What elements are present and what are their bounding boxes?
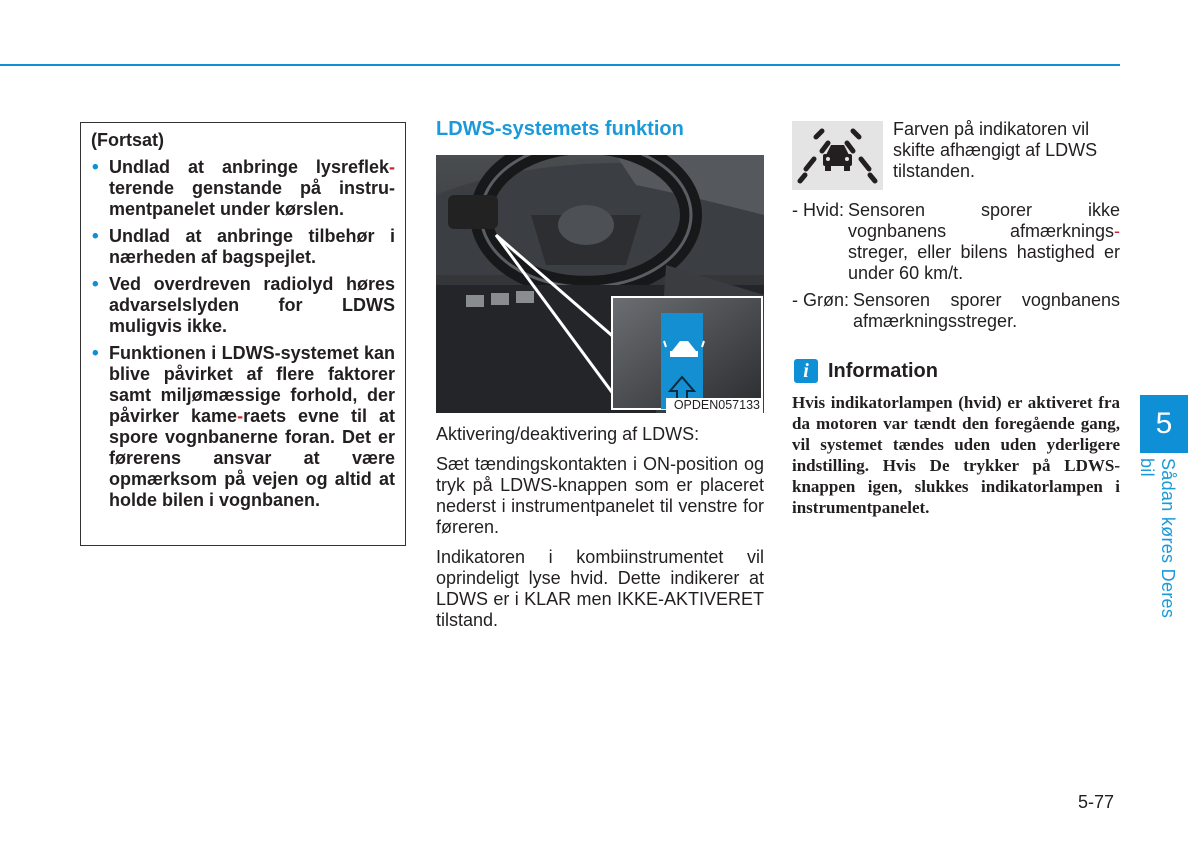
state-label: - Hvid: (792, 200, 845, 220)
image-code: OPDEN057133 (673, 398, 760, 412)
information-header (794, 359, 938, 383)
info-icon: i (794, 359, 818, 383)
header-rule (0, 64, 1120, 66)
caution-list (91, 157, 395, 511)
dashboard-photo (436, 155, 764, 413)
body-paragraph: Sæt tændingskontakten i ON-position og tryk på LDWS-knappen som er placeret nederst i instrumentpanelet til venstre for føreren. (436, 454, 764, 537)
section-body (436, 424, 764, 640)
caution-title: (Fortsat) (91, 130, 164, 150)
caution-item: • Undlad at anbringe lysreflek-terende genstande på instru-mentpanelet under kørslen. (91, 157, 395, 220)
state-green (792, 290, 1120, 332)
indicator-states (792, 200, 1120, 338)
caution-item: • Ved overdreven radiolyd høres advarselslyden for LDWS muligvis ikke. (91, 274, 395, 337)
lane-departure-icon (792, 121, 883, 190)
indicator-text: Farven på indikatoren vil skifte afhængigt af LDWS tilstanden. (893, 119, 1098, 181)
chapter-number: 5 (1140, 395, 1188, 453)
page-number: 5-77 (1078, 792, 1115, 812)
caution-item: • Funktionen i LDWS-systemet kan blive påvirket af flere faktorer samt miljømæssige forhold, der påvirker kame-raets evne til at spore vognbanerne foran. Det er førerens ansvar at være opmærksom på vejen og altid at holde bilen i vognbanen. (91, 343, 395, 511)
information-body: Hvis indikatorlampen (hvid) er aktiveret fra da motoren var tændt den foregående gang, vil systemet tændes uden uden yderligere indstilling. Hvis De trykker på LDWS-knappen igen, slukkes indikatorlampen i instrumentpanelet. (792, 393, 1120, 517)
information-title: Information (828, 359, 938, 382)
state-desc: Sensoren sporer ikke vognbanens afmærknings-streger, eller bilens hastighed er under 60 km/t. (848, 200, 1120, 283)
state-white (792, 200, 1120, 284)
dashboard-illustration (436, 155, 764, 413)
state-label: - Grøn: (792, 290, 849, 310)
section-heading: LDWS-systemets funktion (436, 118, 684, 140)
caution-box (80, 122, 406, 546)
state-desc: Sensoren sporer vognbanens afmærkningsstreger. (853, 290, 1120, 331)
body-paragraph: Aktivering/deaktivering af LDWS: (436, 424, 700, 444)
chapter-title: Sådan køres Deres bil (1137, 458, 1178, 619)
caution-item: • Undlad at anbringe tilbehør i nærheden af bagspejlet. (91, 226, 395, 268)
body-paragraph: Indikatoren i kombiinstrumentet vil oprindeligt lyse hvid. Dette indikerer at LDWS er i KLAR men IKKE-AKTIVERET tilstand. (436, 547, 764, 630)
